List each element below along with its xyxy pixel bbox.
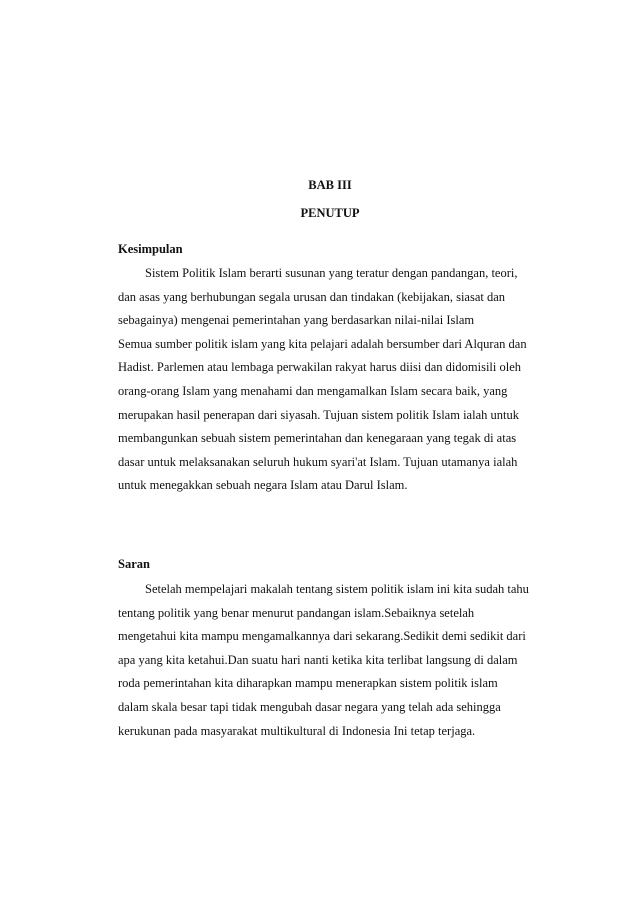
saran-heading: Saran	[118, 557, 150, 571]
text-line: merupakan hasil penerapan dari siyasah. Tujuan sistem politik Islam ialah untuk	[118, 407, 519, 422]
text-line: orang-orang Islam yang menahami dan mengamalkan Islam secara baik, yang	[118, 383, 508, 398]
text-line: Sistem Politik Islam berarti susunan yang teratur dengan pandangan, teori,	[145, 266, 518, 280]
text-line: dasar untuk melaksanakan seluruh hukum syari'at Islam. Tujuan utamanya ialah	[118, 454, 518, 469]
chapter-title: PENUTUP	[300, 206, 360, 220]
text-line: Hadist. Parlemen atau lembaga perwakilan rakyat harus diisi dan didomisili oleh	[118, 360, 522, 375]
text-line: dalam skala besar tapi tidak mengubah dasar negara yang telah ada sehingga	[118, 699, 501, 714]
text-line: kerukunan pada masyarakat multikultural di Indonesia Ini tetap terjaga.	[118, 723, 476, 738]
text-line: untuk menegakkan sebuah negara Islam atau Darul Islam.	[118, 478, 408, 493]
text-line: roda pemerintahan kita diharapkan mampu menerapkan sistem politik islam	[118, 676, 498, 691]
text-line: membangunkan sebuah sistem pemerintahan dan kenegaraan yang tegak di atas	[118, 431, 517, 446]
text-line: apa yang kita ketahui.Dan suatu hari nanti ketika kita terlibat langsung di dalam	[118, 652, 518, 667]
saran-paragraph	[118, 578, 548, 743]
text-line: mengetahui kita mampu mengamalkannya dari sekarang.Sedikit demi sedikit dari	[118, 629, 526, 644]
text-line: tentang politik yang benar menurut pandangan islam.Sebaiknya setelah	[118, 605, 475, 620]
text-line: Setelah mempelajari makalah tentang sistem politik islam ini kita sudah tahu	[145, 582, 529, 596]
kesimpulan-paragraph	[118, 262, 548, 498]
chapter-number: BAB III	[308, 178, 352, 192]
text-line: Semua sumber politik islam yang kita pelajari adalah bersumber dari Alquran dan	[118, 336, 527, 351]
kesimpulan-heading: Kesimpulan	[118, 242, 183, 256]
text-line: dan asas yang berhubungan segala urusan dan tindakan (kebijakan, siasat dan	[118, 289, 506, 304]
text-line: sebagainya) mengenai pemerintahan yang berdasarkan nilai-nilai Islam	[118, 313, 475, 328]
